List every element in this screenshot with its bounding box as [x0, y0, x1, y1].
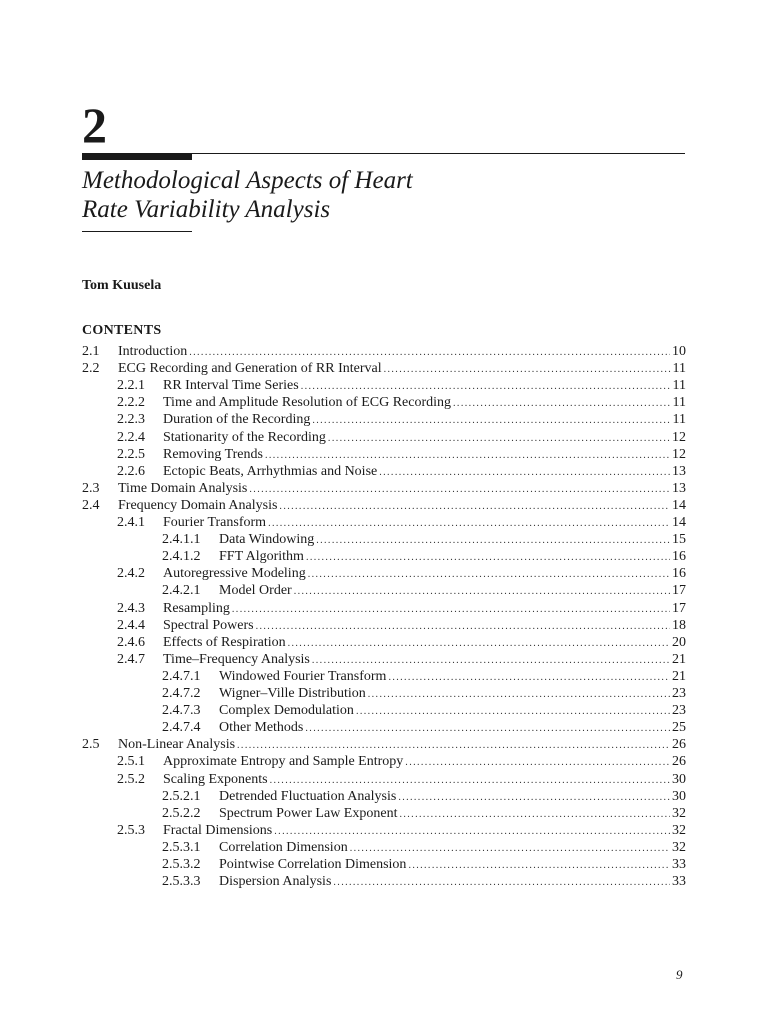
toc-entry-number: 2.4.7.3 [162, 703, 201, 719]
toc-entry [82, 446, 686, 463]
toc-entry-number: 2.5.3.3 [162, 874, 201, 890]
toc-leader-dots [301, 378, 671, 395]
toc-entry [82, 497, 686, 514]
contents-heading: CONTENTS [82, 323, 162, 338]
toc-leader-dots [306, 549, 670, 566]
toc-entry-number: 2.4.6 [117, 634, 145, 650]
toc-entry [82, 377, 686, 394]
toc-entry [82, 736, 686, 753]
toc-entry-number: 2.2.4 [117, 429, 145, 445]
toc-entry-title: Effects of Respiration [163, 634, 286, 650]
toc-entry-page: 32 [672, 839, 686, 855]
toc-entry [82, 856, 686, 873]
toc-entry-title: Model Order [219, 583, 292, 599]
toc-entry-number: 2.5.2.2 [162, 805, 201, 821]
toc-leader-dots [453, 395, 670, 412]
toc-entry-number: 2.4 [82, 497, 100, 513]
toc-entry-number: 2.4.2.1 [162, 583, 201, 599]
toc-entry-number: 2.2 [82, 361, 100, 377]
toc-entry-number: 2.4.1.1 [162, 532, 201, 548]
toc-entry-title: Complex Demodulation [219, 703, 354, 719]
toc-entry-page: 26 [672, 737, 686, 753]
toc-entry [82, 873, 686, 890]
toc-entry [82, 651, 686, 668]
toc-entry-page: 14 [672, 497, 686, 513]
toc-entry [82, 788, 686, 805]
toc-entry [82, 685, 686, 702]
toc-entry [82, 463, 686, 480]
toc-entry-number: 2.4.3 [117, 600, 145, 616]
toc-entry-page: 17 [672, 583, 686, 599]
title-underline [82, 231, 192, 232]
toc-entry-number: 2.4.7.4 [162, 720, 201, 736]
toc-entry-title: Autoregressive Modeling [163, 566, 306, 582]
toc-leader-dots [333, 874, 670, 891]
toc-entry-title: Time Domain Analysis [118, 480, 248, 496]
toc-entry-title: Approximate Entropy and Sample Entropy [163, 754, 404, 770]
toc-leader-dots [288, 635, 670, 652]
toc-entry-number: 2.4.1.2 [162, 549, 201, 565]
toc-leader-dots [189, 344, 670, 361]
toc-leader-dots [368, 686, 670, 703]
toc-entry-number: 2.2.5 [117, 446, 145, 462]
toc-leader-dots [384, 361, 671, 378]
chapter-title-line-2: Rate Variability Analysis [82, 196, 331, 223]
toc-leader-dots [232, 601, 670, 618]
toc-entry-number: 2.5.2 [117, 771, 145, 787]
chapter-rule-thin [192, 153, 685, 154]
toc-entry-page: 16 [672, 566, 686, 582]
toc-entry-number: 2.4.4 [117, 617, 145, 633]
toc-entry-number: 2.2.2 [117, 395, 145, 411]
toc-entry-title: Duration of the Recording [163, 412, 311, 428]
toc-entry-page: 11 [672, 361, 686, 377]
toc-entry-title: Wigner–Ville Distribution [219, 686, 366, 701]
toc-entry [82, 668, 686, 685]
toc-entry-number: 2.5.3 [117, 822, 145, 838]
toc-entry-page: 32 [672, 805, 686, 821]
toc-entry [82, 480, 686, 497]
toc-entry-title: Removing Trends [163, 446, 263, 462]
toc-entry-title: Detrended Fluctuation Analysis [219, 788, 397, 804]
toc-entry-number: 2.4.7 [117, 651, 145, 667]
toc-leader-dots [265, 447, 670, 464]
toc-leader-dots [328, 430, 670, 447]
toc-entry-page: 17 [672, 600, 686, 616]
toc-entry-title: Resampling [163, 600, 230, 616]
toc-entry [82, 565, 686, 582]
toc-entry-page: 26 [672, 754, 686, 770]
toc-entry-number: 2.4.2 [117, 566, 145, 582]
chapter-title [82, 166, 413, 224]
toc-entry-page: 11 [672, 395, 686, 411]
toc-entry-page: 15 [672, 532, 686, 548]
toc-entry-title: Windowed Fourier Transform [219, 668, 387, 684]
toc-entry-page: 33 [672, 857, 686, 872]
toc-entry-title: FFT Algorithm [219, 549, 304, 565]
toc-entry-title: Non-Linear Analysis [118, 737, 236, 753]
toc-entry-number: 2.4.7.1 [162, 668, 201, 684]
toc-entry-page: 12 [672, 429, 686, 445]
toc-leader-dots [379, 464, 670, 481]
toc-entry-number: 2.5.1 [117, 754, 145, 770]
toc-entry-number: 2.1 [82, 344, 100, 359]
toc-leader-dots [237, 737, 670, 754]
toc-entry [82, 617, 686, 634]
toc-entry-number: 2.5 [82, 737, 100, 753]
toc-entry-number: 2.5.3.2 [162, 857, 201, 872]
toc-entry-page: 21 [672, 651, 686, 667]
toc-leader-dots [294, 583, 670, 600]
toc-leader-dots [268, 515, 670, 532]
toc-entry-page: 11 [672, 412, 686, 428]
toc-leader-dots [249, 481, 670, 498]
toc-leader-dots [405, 754, 670, 771]
toc-entry [82, 429, 686, 446]
toc-entry-title: Ectopic Beats, Arrhythmias and Noise [163, 463, 378, 479]
toc-leader-dots [356, 703, 670, 720]
toc-entry [82, 548, 686, 565]
toc-entry-page: 23 [672, 686, 686, 701]
toc-entry-page: 18 [672, 617, 686, 633]
toc-leader-dots [270, 772, 670, 789]
toc-entry-title: Frequency Domain Analysis [118, 497, 278, 513]
toc-entry [82, 719, 686, 736]
toc-entry [82, 753, 686, 770]
toc-entry-title: Correlation Dimension [219, 839, 348, 855]
toc-entry [82, 582, 686, 599]
toc-entry-title: Data Windowing [219, 532, 315, 548]
toc-entry-title: Fourier Transform [163, 515, 267, 530]
toc-entry-number: 2.4.1 [117, 515, 145, 530]
toc-entry-title: Scaling Exponents [163, 771, 268, 787]
toc-entry [82, 822, 686, 839]
toc-leader-dots [312, 652, 670, 669]
toc-entry-number: 2.3 [82, 480, 100, 496]
toc-entry [82, 514, 686, 531]
toc-leader-dots [312, 412, 670, 429]
toc-entry-page: 30 [672, 788, 686, 804]
toc-entry-page: 11 [672, 378, 686, 394]
toc-entry-title: Introduction [118, 344, 188, 359]
toc-entry [82, 839, 686, 856]
toc-entry [82, 343, 686, 360]
toc-entry-page: 23 [672, 703, 686, 719]
toc-entry-page: 21 [672, 668, 686, 684]
toc-entry-title: Dispersion Analysis [219, 874, 332, 890]
toc-entry [82, 360, 686, 377]
toc-entry-number: 2.5.3.1 [162, 839, 201, 855]
toc-entry-page: 16 [672, 549, 686, 565]
chapter-title-line-1: Methodological Aspects of Heart [82, 167, 413, 194]
toc-entry-title: RR Interval Time Series [163, 378, 299, 394]
toc-entry-page: 10 [672, 344, 686, 359]
toc-entry [82, 771, 686, 788]
chapter-rule-thick [82, 153, 192, 160]
toc-entry [82, 600, 686, 617]
toc-entry-title: Stationarity of the Recording [163, 429, 326, 445]
toc-leader-dots [256, 618, 670, 635]
toc-entry-number: 2.4.7.2 [162, 686, 201, 701]
toc-leader-dots [398, 789, 670, 806]
toc-entry-page: 12 [672, 446, 686, 462]
toc-entry-number: 2.2.3 [117, 412, 145, 428]
toc-entry [82, 411, 686, 428]
toc-entry-title: Other Methods [219, 720, 304, 736]
toc-leader-dots [308, 566, 670, 583]
toc-entry-number: 2.5.2.1 [162, 788, 201, 804]
toc-entry-page: 20 [672, 634, 686, 650]
toc-leader-dots [274, 823, 670, 840]
toc-entry-page: 30 [672, 771, 686, 787]
toc-entry-page: 25 [672, 720, 686, 736]
toc-entry-page: 33 [672, 874, 686, 890]
toc-entry-page: 13 [672, 463, 686, 479]
toc-entry [82, 634, 686, 651]
toc-entry-page: 13 [672, 480, 686, 496]
author-name: Tom Kuusela [82, 278, 162, 293]
toc-entry-page: 32 [672, 822, 686, 838]
toc-entry-title: Pointwise Correlation Dimension [219, 857, 407, 872]
toc-entry [82, 805, 686, 822]
toc-entry-title: Spectrum Power Law Exponent [219, 805, 398, 821]
toc-entry-page: 14 [672, 515, 686, 530]
toc-entry [82, 531, 686, 548]
toc-leader-dots [408, 857, 670, 874]
toc-entry [82, 702, 686, 719]
chapter-number: 2 [82, 97, 107, 153]
toc-entry-title: Spectral Powers [163, 617, 254, 633]
toc-leader-dots [399, 806, 670, 823]
toc-leader-dots [279, 498, 670, 515]
toc-leader-dots [316, 532, 670, 549]
toc-entry-number: 2.2.6 [117, 463, 145, 479]
toc-entry [82, 394, 686, 411]
page-number: 9 [676, 967, 683, 982]
toc-leader-dots [388, 669, 670, 686]
toc-entry-title: Time and Amplitude Resolution of ECG Recording [163, 395, 452, 411]
toc-entry-title: ECG Recording and Generation of RR Interval [118, 361, 382, 377]
toc-leader-dots [305, 720, 670, 737]
toc-leader-dots [350, 840, 670, 857]
toc-entry-number: 2.2.1 [117, 378, 145, 394]
toc-entry-title: Fractal Dimensions [163, 822, 273, 838]
toc-entry-title: Time–Frequency Analysis [163, 651, 310, 667]
